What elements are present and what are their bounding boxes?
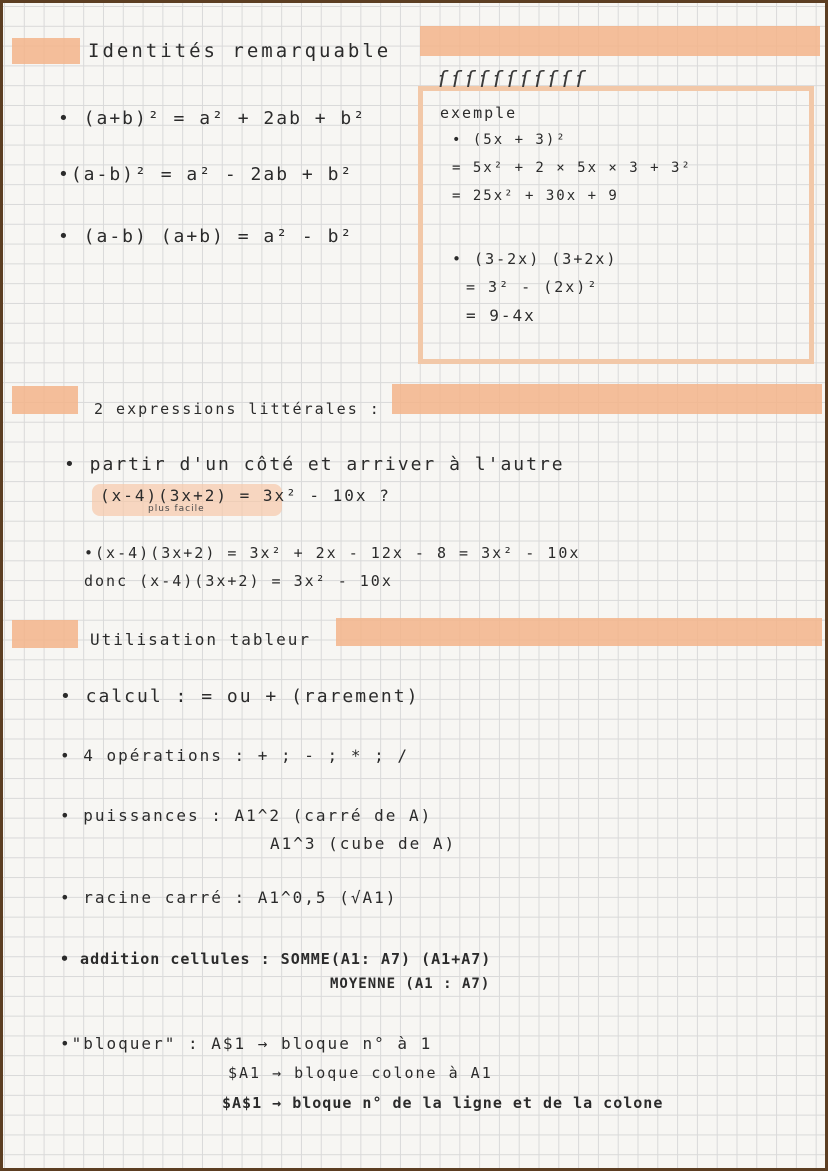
tableur-item-racine: • racine carré : A1^0,5 (√A1) [60, 888, 398, 907]
example-line-3: = 25x² + 30x + 9 [452, 188, 619, 204]
example-line-5: = 3² - (2x)² [466, 278, 599, 296]
tableur-item-puissances-cube: A1^3 (cube de A) [270, 834, 457, 853]
example-line-6: = 9-4x [466, 306, 536, 325]
tableur-item-puissances: • puissances : A1^2 (carré de A) [60, 806, 433, 825]
title-highlight-2-right [392, 384, 822, 414]
expr-line-4: donc (x-4)(3x+2) = 3x² - 10x [84, 572, 393, 590]
section-title-expressions: 2 expressions littérales : [94, 400, 381, 418]
example-highlight-band [420, 26, 820, 56]
formula-1: • (a+b)² = a² + 2ab + b² [58, 108, 367, 129]
expr-line-1: • partir d'un côté et arriver à l'autre [64, 454, 565, 475]
tableur-item-bloquer-ligne-colone: $A$1 → bloque n° de la ligne et de la colone [222, 1094, 664, 1112]
example-label: exemple [440, 104, 518, 122]
title-highlight-1 [12, 38, 80, 64]
expr-line-2: (x-4)(3x+2) = 3x² - 10x ? [100, 486, 391, 505]
expr-line-3: •(x-4)(3x+2) = 3x² + 2x - 12x - 8 = 3x² - 10x [84, 544, 581, 562]
formula-3: • (a-b) (a+b) = a² - b² [58, 226, 354, 247]
title-highlight-3-left [12, 620, 78, 648]
tableur-item-moyenne: MOYENNE (A1 : A7) [330, 976, 491, 992]
formula-2: •(a-b)² = a² - 2ab + b² [58, 164, 354, 185]
title-highlight-2-left [12, 386, 78, 414]
example-line-4: • (3-2x) (3+2x) [452, 250, 618, 268]
tableur-item-bloquer-colone: $A1 → bloque colone à A1 [228, 1064, 493, 1082]
expr-note-plus-facile: plus facile [148, 504, 205, 514]
title-highlight-3-right [336, 618, 822, 646]
tableur-item-calcul: • calcul : = ou + (rarement) [60, 686, 420, 707]
example-decoration: ſſſſſſſſſſſ [438, 68, 590, 93]
example-line-1: • (5x + 3)² [452, 132, 567, 148]
section-title-tableur: Utilisation tableur [90, 630, 312, 649]
tableur-item-bloquer: •"bloquer" : A$1 → bloque n° à 1 [60, 1034, 433, 1053]
example-line-2: = 5x² + 2 × 5x × 3 + 3² [452, 160, 692, 176]
tableur-item-operations: • 4 opérations : + ; - ; * ; / [60, 746, 409, 765]
tableur-item-addition: • addition cellules : SOMME(A1: A7) (A1+A7) [60, 950, 492, 968]
section-title-identites: Identités remarquable [88, 40, 392, 62]
